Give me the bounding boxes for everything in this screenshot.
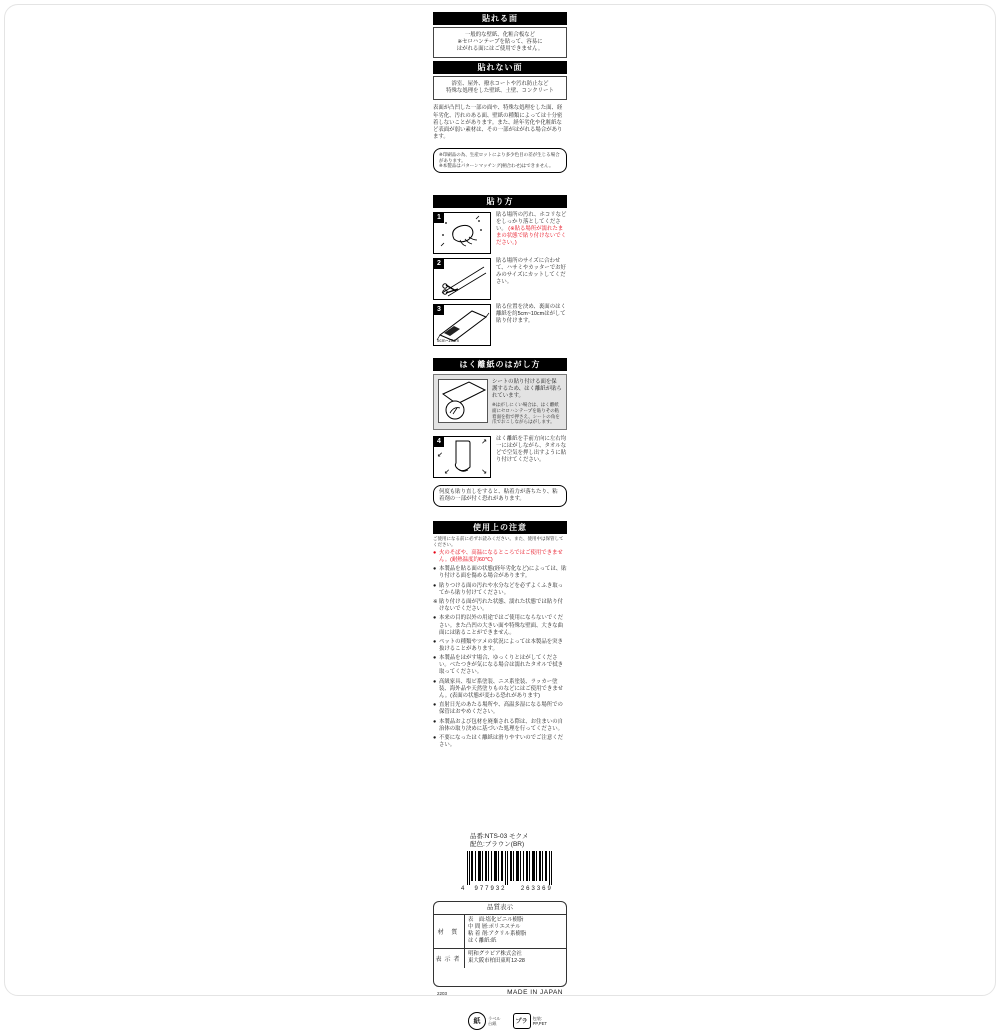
arrow-icon: ↗ <box>481 439 487 447</box>
precaution-item: ● 高級家具、塩ビ系塗装、ニス系塗装、ラッカー塗装、海外品や天然塗りものなどにはご使用できません。(表面の状態が変わる恐れがあります) <box>433 678 563 699</box>
bullet-marker: ● <box>433 566 437 573</box>
adhesion-caution-paragraph: 表面が凸凹した一部の面や、特殊な処理をした面、経年劣化、汚れのある面、壁紙の種類によっては十分密着しないことがあります。また、経年劣化や化粧紙など表面が弱い素材は、その一部がはがれる場合があります。 <box>433 105 563 140</box>
precaution-item: ● 貼りつける面の汚れや水分などを必ずよくふき取ってから貼り付けてください。 <box>433 582 563 596</box>
step1-wipe-illustration <box>433 212 491 254</box>
material-line: 粘 着 剤:アクリル系樹脂 <box>468 931 527 938</box>
material-label: 材 質 <box>434 915 465 948</box>
arrow-icon: ↙ <box>444 469 450 477</box>
plastic-recycle-icon: プラ <box>513 1013 531 1029</box>
section-header-how-to-apply: 貼り方 <box>433 195 567 208</box>
stickable-line: はがれる面にはご使用できません。 <box>456 46 544 53</box>
step1-warning-text: (※貼る場所が濡れたままの状態で貼り付けないでください。) <box>496 226 567 247</box>
step-number-badge: 4 <box>434 437 444 447</box>
step2-text: 貼る場所のサイズに合わせて、ハサミやカッターでお好みのサイズにカットしてください。 <box>496 258 566 286</box>
stickable-line: ※セロハンテープを貼って、容易に <box>457 39 543 46</box>
issuer-company: 明和グラビア株式会社 <box>468 951 522 958</box>
liner-corner-illustration <box>438 379 488 423</box>
section-header-stickable-surfaces: 貼れる面 <box>433 12 567 25</box>
stickable-line: 一般的な壁紙、化粧合板など <box>464 32 536 38</box>
bullet-marker: ● <box>433 702 437 709</box>
issuer-row <box>434 949 566 968</box>
non-stickable-line: 浴室、屋外、撥水コートや汚れ防止など <box>451 81 549 88</box>
product-number: 品番:NTS-03 モクメ <box>470 833 529 841</box>
step4-press-illustration <box>433 436 491 478</box>
stickable-surfaces-box <box>433 27 567 58</box>
precaution-item: ● 直射日光のあたる場所や、高温多湿になる場所での保管はおやめください。 <box>433 702 563 716</box>
bullet-marker: ● <box>433 582 437 589</box>
step1-text: 貼る場所の汚れ、ホコリなどをしっかり落としてください。 <box>496 212 567 233</box>
precaution-item: ● 本製品をはがす場合、ゆっくりとはがしてください。べたつきが気になる場合は濡れたタオルで拭き取ってください。 <box>433 655 563 676</box>
bullet-marker: ● <box>433 678 437 685</box>
apply-step-3 <box>433 304 567 346</box>
peel-length-label: 5cm~10cm <box>437 338 460 344</box>
arrow-icon: ↙ <box>437 452 443 460</box>
paper-recycle-icon: 紙 <box>468 1012 486 1030</box>
step2-cut-illustration <box>433 258 491 300</box>
liner-removal-note: ※はがしにくい場合は、はく離紙面にセロハンテープを貼りその粘着面を指で押さえ、シートの角を爪でおこしながらはがします。 <box>492 402 560 425</box>
paper-mark-line: 台紙 <box>488 1020 497 1026</box>
step3-peel-start-illustration <box>433 304 491 346</box>
precaution-item: ● 本来の目的以外の用途ではご使用にならないでください。また凸凹の大きい面や特殊な壁面、大きな曲面には貼ることができません。 <box>433 615 563 636</box>
bullet-marker: ※ <box>433 599 438 606</box>
paper-mark-line: ラベル <box>488 1015 501 1021</box>
bullet-marker: ● <box>433 655 437 662</box>
section-header-liner-removal: はく離紙のはがし方 <box>433 358 567 371</box>
precaution-item: ● 不要になったはく離紙は滑りやすいのでご注意ください。 <box>433 734 563 749</box>
corner-peel-icon <box>439 380 487 422</box>
color-variation-note-box <box>433 148 567 173</box>
barcode-digits: 4 977932 263369 <box>461 885 553 892</box>
recycle-marks <box>468 1012 567 1030</box>
arrow-icon: ↘ <box>481 469 487 477</box>
precaution-item: ● 本製品および包材を廃棄される際は、お住まいの自治体の取り決めに基づいた処理を行ってください。 <box>433 718 563 732</box>
bullet-marker: ● <box>433 638 437 645</box>
plastic-mark-line: PP,PET <box>532 1020 547 1026</box>
issuer-address: 東大阪市柏田東町12-28 <box>468 958 525 965</box>
material-row <box>434 915 566 949</box>
product-color: 配色:ブラウン(BR) <box>470 841 525 849</box>
section-header-usage-precautions: 使用上の注意 <box>433 521 567 534</box>
plastic-recycle-mark <box>513 1012 547 1030</box>
non-stickable-line: 特殊な処理をした壁紙、土壁、コンクリート <box>446 88 554 95</box>
step-number-badge: 3 <box>434 305 444 315</box>
made-in-japan-label: MADE IN JAPAN <box>507 988 563 996</box>
bullet-marker: ● <box>433 718 437 725</box>
reapplication-warning-box: 何度も貼り直しをすると、粘着力が落ちたり、粘着剤の一部が付く恐れがあります。 <box>433 485 567 507</box>
step3-text: 貼る位置を決め、裏面のはく離紙を約5cm~10cmはがして貼り付けます。 <box>496 304 566 325</box>
quality-table-title: 品質表示 <box>434 902 566 915</box>
precaution-item: ※ 貼り付ける面が汚れた状態、濡れた状態では貼り付けないでください。 <box>433 599 563 613</box>
bullet-marker: ● <box>433 615 437 622</box>
issuer-label: 表示者 <box>434 949 465 968</box>
note-line: ※印刷品の為、生産ロットにより多少色目の差が生じる場合があります。 <box>439 151 560 163</box>
precautions-intro: ご使用になる前に必ずお読みください。また、使用中は保管してください。 <box>433 536 564 548</box>
barcode <box>461 851 560 892</box>
material-line: 表 面:塩化ビニル樹脂 <box>468 917 524 924</box>
bullet-marker: ● <box>433 734 437 741</box>
apply-step-4 <box>433 436 567 478</box>
lot-number: 2203 <box>437 990 448 996</box>
section-header-non-stickable-surfaces: 貼れない面 <box>433 61 567 74</box>
material-line: 中 間 層:ポリエステル <box>468 924 521 931</box>
step-number-badge: 2 <box>434 259 444 269</box>
precaution-item: ● 火のそばや、高温になるところではご使用できません。(耐熱温度約60℃) <box>433 549 563 564</box>
bullet-marker: ● <box>433 549 437 556</box>
step-number-badge: 1 <box>434 213 444 223</box>
paper-recycle-mark <box>468 1012 501 1030</box>
precaution-item: ● 本製品を貼る面の状態(経年劣化など)によっては、貼り付ける面を傷める場合があります。 <box>433 566 567 580</box>
material-line: はく離紙:紙 <box>468 938 497 945</box>
apply-step-1 <box>433 212 567 254</box>
liner-removal-text: シートの貼り付ける面を保護するため、はく離紙が貼られています。 <box>492 379 562 400</box>
non-stickable-surfaces-box <box>433 76 567 100</box>
step4-text: はく離紙を手前方向に左右均一にはがしながら、タオルなどで空気を押し出すように貼り付けてください。 <box>496 436 567 464</box>
quality-label-table <box>433 901 567 987</box>
liner-removal-box <box>433 374 567 430</box>
note-line: ※本製品はパターンマッチング(柄合わせ)はできません。 <box>439 163 554 169</box>
apply-step-2 <box>433 258 567 300</box>
plastic-mark-line: 包装: <box>532 1015 543 1021</box>
barcode-bars <box>461 851 560 885</box>
instruction-panel <box>433 12 567 1030</box>
table-footer <box>433 989 567 996</box>
precaution-item: ● ペットの種類やツメの状況によっては本製品を突き抜けることがあります。 <box>433 638 563 652</box>
